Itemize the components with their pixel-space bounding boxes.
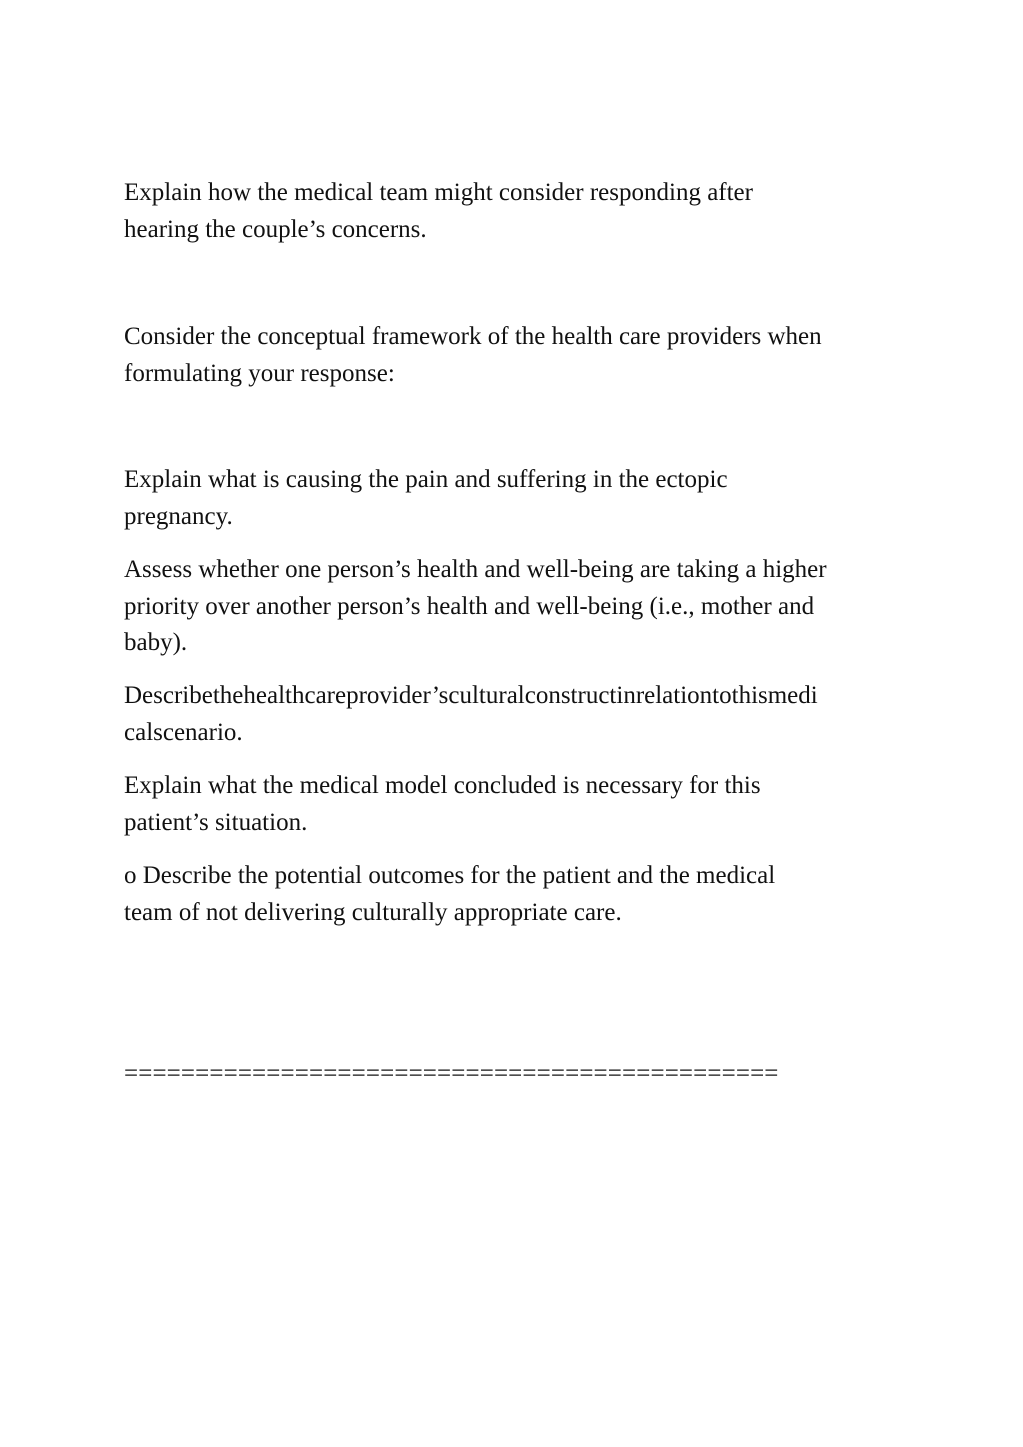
paragraph-medical-team-response: Explain how the medical team might consider responding after hearing the couple’s concerns. xyxy=(124,179,753,243)
paragraph-pain-and-suffering: Explain what is causing the pain and suffering in the ectopic pregnancy. xyxy=(124,466,728,530)
separator-line: ============================================== xyxy=(124,1060,779,1087)
paragraph-health-priority: Assess whether one person’s health and well-being are taking a higher priority over another person’s health and well-being (i.e., mother and baby). xyxy=(124,556,827,656)
paragraph-cultural-construct: Describethehealthcareprovider’sculturalconstructinrelationtothismedi calscenario. xyxy=(124,682,818,746)
paragraph-potential-outcomes: o Describe the potential outcomes for the patient and the medical team of not delivering culturally appropriate care. xyxy=(124,862,776,926)
paragraph-medical-model: Explain what the medical model concluded is necessary for this patient’s situation. xyxy=(124,772,761,836)
paragraph-conceptual-framework: Consider the conceptual framework of the health care providers when formulating your response: xyxy=(124,323,822,387)
